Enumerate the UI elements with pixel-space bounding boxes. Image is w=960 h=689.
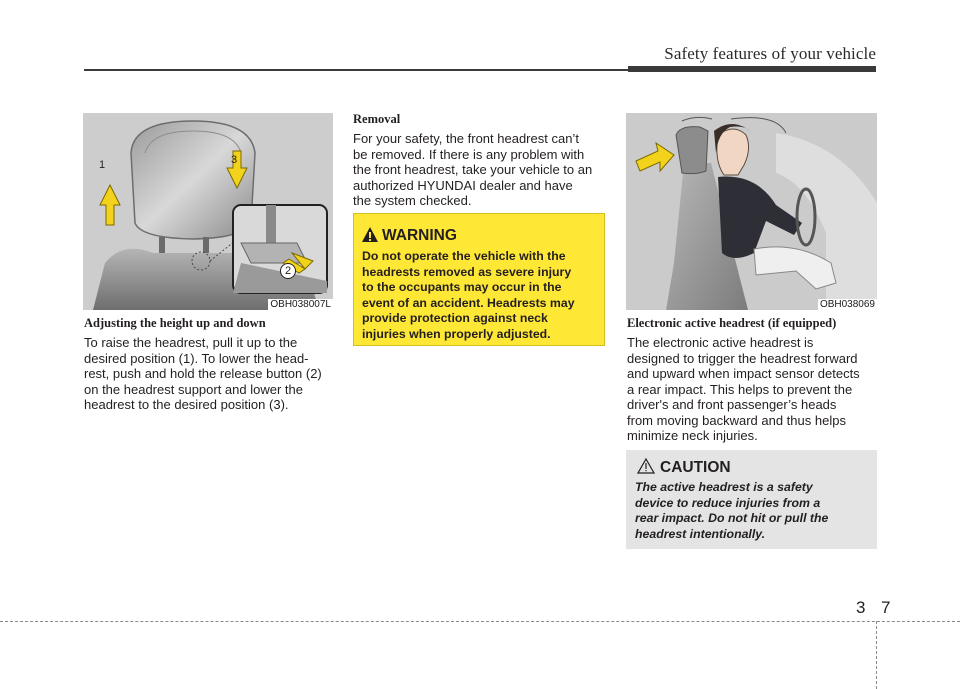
text-line: For your safety, the front headrest can’t bbox=[353, 131, 579, 146]
headrest-drawing bbox=[83, 113, 333, 310]
text-line: The electronic active headrest is bbox=[627, 335, 814, 350]
callout-1: 1 bbox=[99, 159, 106, 171]
footer-divider bbox=[876, 621, 877, 689]
section-title: Safety features of your vehicle bbox=[664, 44, 876, 63]
footer-rule bbox=[0, 621, 960, 622]
text-line: injuries when properly adjusted. bbox=[362, 326, 551, 341]
text-line: provide protection against neck bbox=[362, 311, 548, 325]
callout-3: 3 bbox=[231, 154, 238, 166]
adjust-height-text bbox=[84, 335, 334, 413]
active-headrest-illustration bbox=[626, 113, 877, 310]
figure-code-left: OBH038007L bbox=[270, 299, 331, 310]
text-line: desired position (1). To lower the head- bbox=[84, 350, 309, 366]
warning-triangle-icon bbox=[361, 226, 379, 243]
text-line: To raise the headrest, pull it up to the bbox=[84, 335, 298, 350]
headrest-adjust-illustration bbox=[83, 113, 333, 310]
page-number: 7 bbox=[881, 598, 891, 617]
header-rule-accent bbox=[628, 66, 876, 72]
caution-text bbox=[635, 480, 869, 542]
text-line: minimize neck injuries. bbox=[627, 428, 758, 443]
driver-seat-drawing bbox=[626, 113, 877, 310]
text-line: driver's and front passenger’s heads bbox=[627, 397, 837, 412]
caption-removal: Removal bbox=[353, 112, 401, 126]
chapter-number: 3 bbox=[856, 598, 866, 617]
text-line: headrest to the desired position (3). bbox=[84, 397, 289, 412]
caution-title: CAUTION bbox=[660, 459, 731, 476]
text-line: to the occupants may occur in the bbox=[362, 280, 562, 294]
warning-title: WARNING bbox=[382, 227, 457, 244]
text-line: be removed. If there is any problem with bbox=[353, 146, 585, 162]
text-line: a rear impact. This helps to prevent the bbox=[627, 381, 853, 397]
text-line: Do not operate the vehicle with the bbox=[362, 249, 566, 263]
text-line: authorized HYUNDAI dealer and have bbox=[353, 177, 573, 193]
removal-text bbox=[353, 131, 605, 209]
text-line: headrests removed as severe injury bbox=[362, 264, 572, 279]
text-line: the system checked. bbox=[353, 193, 472, 208]
text-line: designed to trigger the headrest forward bbox=[627, 350, 858, 366]
text-line: on the headrest support and lower the bbox=[84, 381, 303, 397]
text-line: event of an accident. Headrests may bbox=[362, 295, 575, 310]
text-line: rest, push and hold the release button (2) bbox=[84, 366, 322, 381]
text-line: the front headrest, take your vehicle to an bbox=[353, 162, 593, 177]
text-line: headrest intentionally. bbox=[635, 526, 766, 541]
text-line: and upward when impact sensor detects bbox=[627, 366, 860, 381]
figure-code-right: OBH038069 bbox=[819, 299, 875, 310]
text-line: from moving backward and thus helps bbox=[627, 412, 846, 428]
caption-adjust-height: Adjusting the height up and down bbox=[84, 316, 266, 330]
text-line: rear impact. Do not hit or pull the bbox=[635, 511, 829, 525]
caption-active-headrest: Electronic active headrest (if equipped) bbox=[627, 316, 837, 330]
warning-text bbox=[362, 249, 598, 342]
active-headrest-text bbox=[627, 335, 877, 444]
text-line: The active headrest is a safety bbox=[635, 480, 813, 494]
text-line: device to reduce injuries from a bbox=[635, 495, 821, 510]
caution-triangle-icon bbox=[637, 458, 655, 474]
callout-2: 2 bbox=[280, 263, 296, 279]
